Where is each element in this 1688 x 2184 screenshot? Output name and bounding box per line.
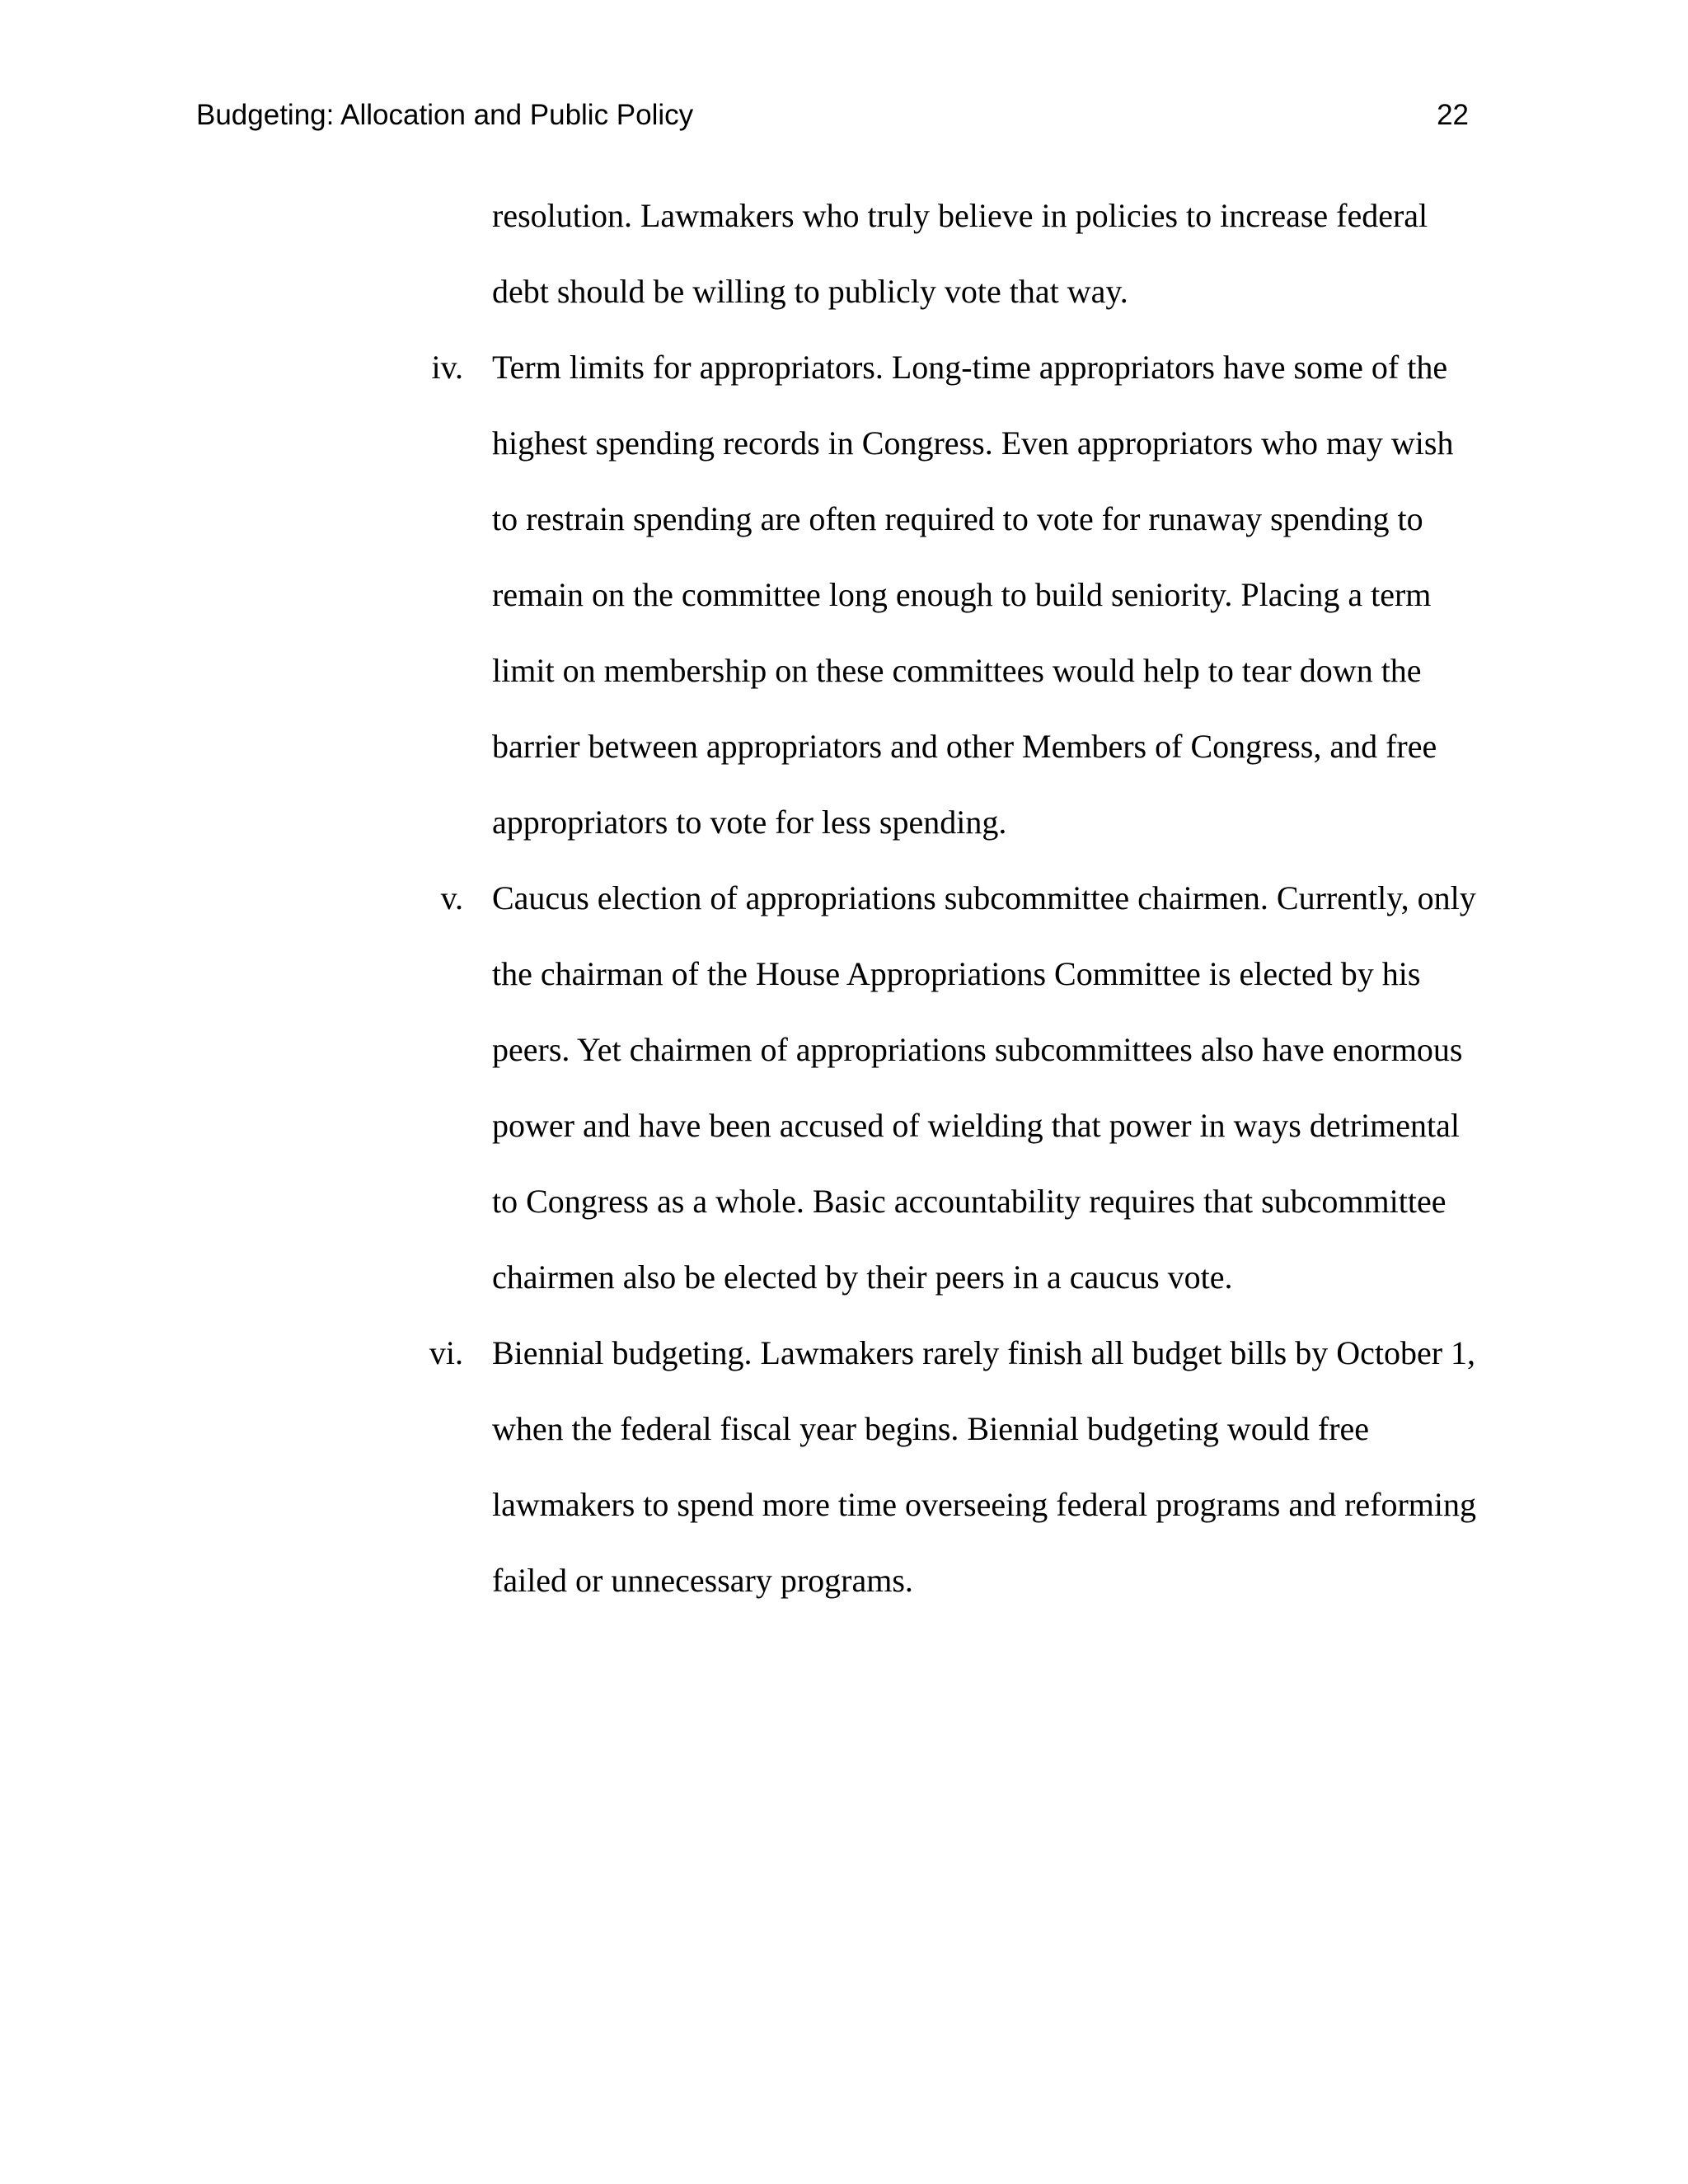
text-line: to restrain spending are often required to vote for runaway spending to bbox=[492, 500, 1423, 537]
text-line: Biennial budgeting. Lawmakers rarely finish all budget bills by October 1, bbox=[492, 1334, 1476, 1371]
text-line: peers. Yet chairmen of appropriations subcommittees also have enormous bbox=[492, 1031, 1463, 1068]
text-line: resolution. Lawmakers who truly believe in policies to increase federal bbox=[492, 197, 1428, 234]
text-line: debt should be willing to publicly vote that way. bbox=[492, 273, 1128, 310]
text-line: power and have been accused of wielding that power in ways detrimental bbox=[492, 1107, 1461, 1144]
text-line: Caucus election of appropriations subcommittee chairmen. Currently, only bbox=[492, 879, 1476, 916]
list-marker: v. bbox=[440, 879, 463, 916]
text-line: lawmakers to spend more time overseeing federal programs and reforming bbox=[492, 1486, 1477, 1523]
list-marker: iv. bbox=[431, 349, 463, 386]
text-line: the chairman of the House Appropriations Committee is elected by his bbox=[492, 955, 1421, 992]
page-number: 22 bbox=[1437, 99, 1469, 131]
list-marker: vi. bbox=[429, 1334, 463, 1371]
text-line: Term limits for appropriators. Long-time appropriators have some of the bbox=[492, 349, 1448, 386]
text-line: when the federal fiscal year begins. Biennial budgeting would free bbox=[492, 1410, 1370, 1447]
text-line: chairmen also be elected by their peers in a caucus vote. bbox=[492, 1258, 1233, 1296]
text-line: appropriators to vote for less spending. bbox=[492, 804, 1007, 841]
running-head: Budgeting: Allocation and Public Policy bbox=[196, 99, 694, 131]
text-line: highest spending records in Congress. Even appropriators who may wish bbox=[492, 424, 1454, 462]
text-line: failed or unnecessary programs. bbox=[492, 1562, 913, 1599]
text-line: limit on membership on these committees would help to tear down the bbox=[492, 652, 1422, 689]
text-line: barrier between appropriators and other Members of Congress, and free bbox=[492, 728, 1437, 765]
text-line: to Congress as a whole. Basic accountability requires that subcommittee bbox=[492, 1183, 1447, 1220]
text-line: remain on the committee long enough to build seniority. Placing a term bbox=[492, 576, 1432, 613]
